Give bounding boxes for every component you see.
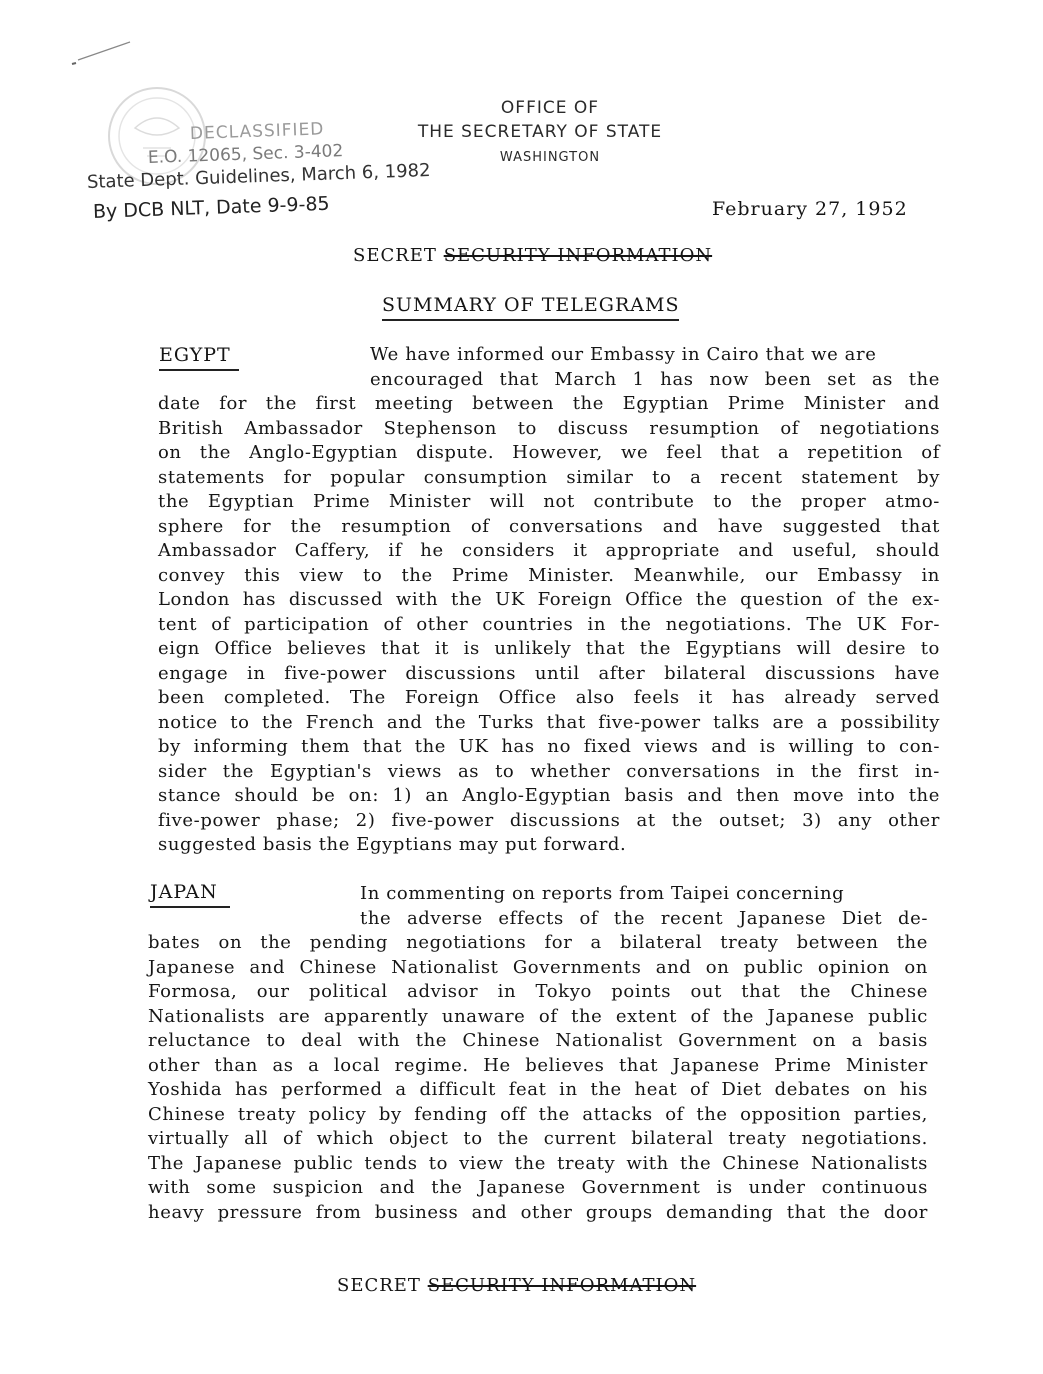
paragraph-line: The Japanese public tends to view the treaty with the Chinese Nationalists (148, 1152, 928, 1174)
paragraph-line: tent of participation of other countries in the negotiations. The UK For- (158, 613, 940, 635)
paragraph-line: with some suspicion and the Japanese Government is under continuous (148, 1177, 928, 1198)
paragraph-line: Japanese and Chinese Nationalist Governments and on public opinion on (148, 956, 928, 978)
paragraph-line: We have informed our Embassy in Cairo that we are (370, 344, 877, 365)
paragraph-line: British Ambassador Stephenson to discuss resumption of negotiations (158, 417, 940, 439)
declassified-stamp-line: State Dept. Guidelines, March 6, 1982 (86, 160, 431, 193)
paragraph-line: bates on the pending negotiations for a bilateral treaty between the (148, 932, 928, 953)
paragraph-line: Formosa, our political advisor in Tokyo points out that the Chinese (148, 981, 928, 1002)
paragraph-line: eign Office believes that it is unlikely that the Egyptians will desire to (158, 638, 940, 659)
section-body-egypt (158, 343, 940, 858)
paragraph-line: by informing them that the UK has no fixed views and is willing to con- (158, 736, 940, 757)
declassified-stamp-line: E.O. 12065, Sec. 3-402 (147, 141, 344, 168)
paragraph-line: engage in five-power discussions until after bilateral discussions have (158, 662, 940, 684)
classification-level: SECRET (353, 245, 437, 266)
scan-marks (70, 30, 140, 70)
paragraph-line: sphere for the resumption of conversations and have suggested that (158, 515, 940, 537)
section-heading-japan: JAPAN (150, 881, 230, 908)
paragraph-line: Ambassador Caffery, if he considers it appropriate and useful, should (158, 540, 940, 561)
paragraph-line: been completed. The Foreign Office also feels it has already served (158, 687, 940, 708)
paragraph-line: encouraged that March 1 has now been set as the (370, 368, 940, 390)
declassified-stamp-line: DECLASSIFIED (189, 119, 325, 144)
section-heading-egypt: EGYPT (159, 344, 239, 371)
paragraph-line: suggested basis the Egyptians may put forward. (158, 834, 627, 855)
declassified-stamp-line: By DCB NLT, Date 9-9-85 (92, 192, 330, 223)
paragraph-line: date for the first meeting between the Egyptian Prime Minister and (158, 393, 940, 414)
paragraph-line: sider the Egyptian's views as to whether conversations in the first in- (158, 760, 940, 782)
classification-level: SECRET (337, 1275, 421, 1296)
paragraph-line: on the Anglo-Egyptian dispute. However, we feel that a repetition of (158, 442, 940, 463)
paragraph-line: Chinese treaty policy by fending off the attacks of the opposition parties, (148, 1103, 928, 1125)
paragraph-line: stance should be on: 1) an Anglo-Egyptian basis and then move into the (158, 785, 940, 806)
paragraph-line: virtually all of which object to the current bilateral treaty negotiations. (148, 1128, 928, 1149)
paragraph-line: Yoshida has performed a difficult feat in the heat of Diet debates on his (148, 1079, 928, 1100)
paragraph-line: convey this view to the Prime Minister. Meanwhile, our Embassy in (158, 564, 940, 586)
document-date: February 27, 1952 (712, 198, 908, 220)
summary-title: SUMMARY OF TELEGRAMS (382, 294, 679, 321)
paragraph-line: the Egyptian Prime Minister will not contribute to the proper atmo- (158, 491, 940, 512)
paragraph-line: other than as a local regime. He believes that Japanese Prime Minister (148, 1054, 928, 1076)
classification-marking-footer (337, 1275, 696, 1296)
paragraph-line: Nationalists are apparently unaware of the extent of the Japanese public (148, 1005, 928, 1027)
letterhead-city: WASHINGTON (499, 150, 601, 165)
classification-struck-text: SECURITY INFORMATION (443, 245, 713, 266)
paragraph-line: notice to the French and the Turks that five-power talks are a possibility (158, 711, 940, 733)
paragraph-line: statements for popular consumption similar to a recent statement by (158, 466, 940, 488)
paragraph-line: the adverse effects of the recent Japanese Diet de- (360, 907, 928, 929)
letterhead-office: OFFICE OF (500, 98, 600, 118)
paragraph-line: heavy pressure from business and other groups demanding that the door (148, 1201, 928, 1223)
paragraph-line: In commenting on reports from Taipei concerning (360, 883, 845, 904)
classification-marking (353, 245, 712, 266)
paragraph-line: reluctance to deal with the Chinese Nationalist Government on a basis (148, 1030, 928, 1051)
classification-struck-text: SECURITY INFORMATION (427, 1275, 697, 1296)
letterhead-title: THE SECRETARY OF STATE (417, 122, 663, 142)
section-body-japan (148, 882, 928, 1225)
paragraph-line: five-power phase; 2) five-power discussions at the outset; 3) any other (158, 809, 940, 831)
paragraph-line: London has discussed with the UK Foreign Office the question of the ex- (158, 589, 940, 610)
